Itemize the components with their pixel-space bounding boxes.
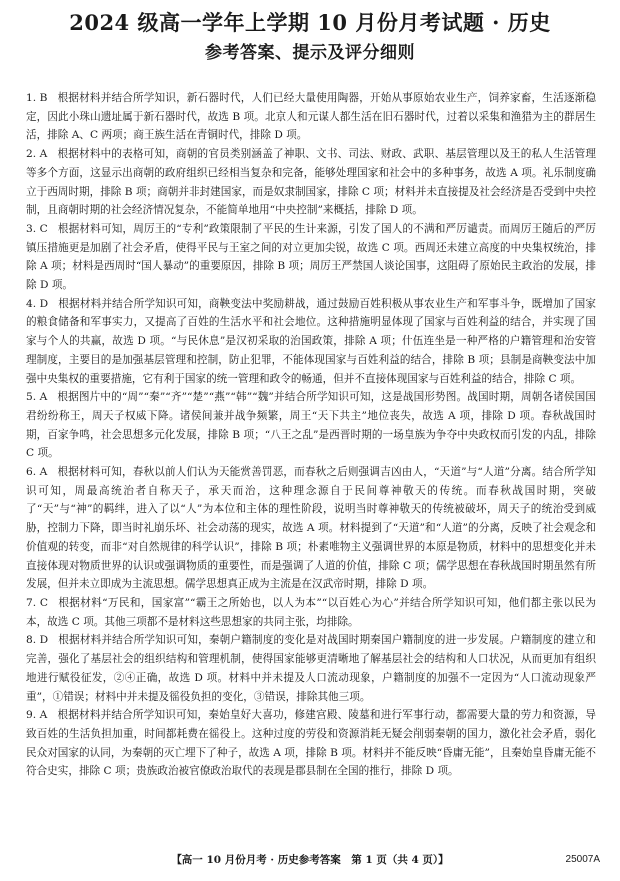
answer-explanation: 根据材料并结合所学知识可知，秦始皇好大喜功，修建宫殿、陵墓和进行军事行动，都需要大量的劳力和资源，导致百姓的生活负担加重，时间都耗费在徭役上。这种过度的劳役和资源消耗无疑会削弱秦朝的国力，激化社会矛盾，弱化民众对国家的认同，为秦朝的灭亡埋下了种子，故选 A 项，排除 B 项。材料并不能反映“昏庸无能”，且秦始皇昏庸无能不符合史实，排除 C 项；贵族政治被官僚政治取代的表现是郡县制在全国的推行，排除 D 项。 bbox=[26, 709, 596, 778]
answer-explanation: 根据材料并结合所学知识，新石器时代，人们已经大量使用陶器，开始从事原始农业生产，饲养家畜，生活逐渐稳定，因此小珠山遗址属于新石器时代，故选 B 项。北京人和元谋人都生活在旧石器时代，过着以采集和渔猎为主的群居生活，排除 A、C 两项；商王族生活在青铜时代，排除 D 项。 bbox=[26, 92, 596, 142]
answer-item-9 bbox=[26, 706, 596, 781]
answer-explanation: 根据材料中的表格可知，商朝的官员类别涵盖了神职、文书、司法、财政、武职、基层管理以及王的私人生活管理等多个方面，这显示出商朝的政府组织已经相当复杂和完备，能够处理国家和社会中的多种事务，故选 A 项。礼乐制度确立于西周时期，排除 B 项；商朝并非封建国家，而是奴隶制国家，排除 C 项；材料并未直接提及社会经济是否受到中央控制，且商朝时期的社会经济情况复杂，不能简单地用“中央控制”来概括，排除 D 项。 bbox=[26, 148, 596, 217]
answer-item-8 bbox=[26, 631, 596, 706]
answer-number: 4. D bbox=[26, 297, 49, 310]
answer-number: 1. B bbox=[26, 92, 48, 104]
page-subtitle: 参考答案、提示及评分细则 bbox=[205, 43, 415, 63]
page-title: 2024 级高一学年上学期 10 月份月考试题 · 历史 bbox=[69, 10, 551, 35]
answer-number: 8. D bbox=[26, 634, 49, 647]
answer-explanation: 根据材料可知，春秋以前人们认为天能赏善罚恶，而春秋之后则强调吉凶由人，“天道”与“人道”分离。结合所学知识可知，周最高统治者自称天子，承天而治，这种理念源自于民间尊神敬天的传统。而春秋战国时期，突破了“天”与“神”的羁绊，进入了以“人”为本位和主体的理性阶段，说明当时尊神敬天的传统被破坏，周天子的统治受到威胁，控制力下降，即当时礼崩乐坏、社会动荡的现实，故选 A 项。材料提到了“天道”和“人道”的分离，反映了社会观念和价值观的转变，而非“对自然规律的科学认识”，排除 B 项；朴素唯物主义强调世界的本原是物质，材料中的思想变化并未直接体现对物质世界的认识或强调物质的重要性，而是强调了人道的价值，排除 C 项；儒学思想在春秋战国时期虽然有所发展，但并未立即成为主流思想。儒学思想真正成为主流是在汉武帝时期，排除 D 项。 bbox=[26, 466, 596, 591]
answer-number: 7. C bbox=[26, 596, 48, 609]
answer-item-5 bbox=[26, 388, 596, 463]
answer-number: 6. A bbox=[26, 466, 48, 479]
answer-number: 3. C bbox=[26, 222, 48, 235]
answer-item-2 bbox=[26, 145, 596, 220]
answer-number: 5. A bbox=[26, 391, 48, 404]
answer-item-3 bbox=[26, 220, 596, 295]
answer-explanation: 根据材料“万民和，国家富”“霸王之所始也，以人为本”“以百姓心为心”并结合所学知识可知，他们都主张以民为本，故选 C 项。其他三项都不是材料这些思想家的共同主张，均排除。 bbox=[26, 596, 596, 628]
footer-document-code: 25007A bbox=[565, 854, 600, 865]
answer-item-7 bbox=[26, 594, 596, 631]
answer-item-6 bbox=[26, 463, 596, 594]
answer-item-1 bbox=[26, 89, 596, 145]
answer-list bbox=[26, 89, 596, 781]
answer-explanation: 根据材料可知，周厉王的“专利”政策限制了平民的生计来源，引发了国人的不满和严厉谴责。而周厉王随后的严厉镇压措施更是加剧了社会矛盾，使得平民与王室之间的对立更加尖锐，故选 C 项。西周还未建立高度的中央集权统治，排除 A 项；材料是西周时“国人暴动”的重要原因，排除 B 项；周厉王严禁国人谈论国事，这阻碍了原始民主政治的发展，排除 D 项。 bbox=[26, 222, 596, 292]
answer-item-4 bbox=[26, 295, 596, 389]
answer-explanation: 根据材料并结合所学知识可知，商鞅变法中奖励耕战，通过鼓励百姓积极从事农业生产和军事斗争，既增加了国家的粮食储备和军事实力，又提高了百姓的生活水平和社会地位。这种措施明显体现了国家与百姓利益的结合，并实现了国家与个人的共赢，故选 D 项。“与民休息”是汉初采取的治国政策，排除 A 项；什伍连坐是一种严格的户籍管理和治安管理制度，主要目的是加强基层管理和控制，防止犯罪，不能体现国家与百姓利益的结合，排除 B 项；县制是商鞅变法中加强中央集权的重要措施，它有利于国家的统一管理和政令的畅通，但并不直接体现国家与百姓利益的结合，排除 C 项。 bbox=[26, 297, 597, 385]
footer-page-info: 【高一 10 月份月考 · 历史参考答案 第 1 页（共 4 页）】 bbox=[171, 854, 449, 866]
answer-number: 2. A bbox=[26, 148, 48, 161]
answer-explanation: 根据材料并结合所学知识可知，秦朝户籍制度的变化是对战国时期秦国户籍制度的进一步发展。户籍制度的建立和完善，强化了基层社会的组织结构和管理机制，使得国家能够更清晰地了解基层社会的结构和人口状况，从而更加有组织地进行赋役征发，②④正确，故选 D 项。材料中并未提及人口流动现象，户籍制度的加强不一定因为“人口流动现象严重”，①错误；材料中并未提及徭役负担的变化，③错误，排除其他三项。 bbox=[26, 634, 597, 703]
answer-number: 9. A bbox=[26, 709, 48, 722]
answer-explanation: 根据图片中的“周”“秦”“齐”“楚”“燕”“韩”“魏”并结合所学知识可知，这是战国形势图。战国时期，周朝各诸侯国国君纷纷称王，周天子权威下降。诸侯间兼并战争频繁，周王“天下共主”地位丧失，故选 A 项，排除 D 项。春秋战国时期，百家争鸣，社会思想多元化发展，排除 B 项；“八王之乱”是西晋时期的一场皇族为争夺中央政权而引发的内乱，排除 C 项。 bbox=[26, 391, 596, 460]
